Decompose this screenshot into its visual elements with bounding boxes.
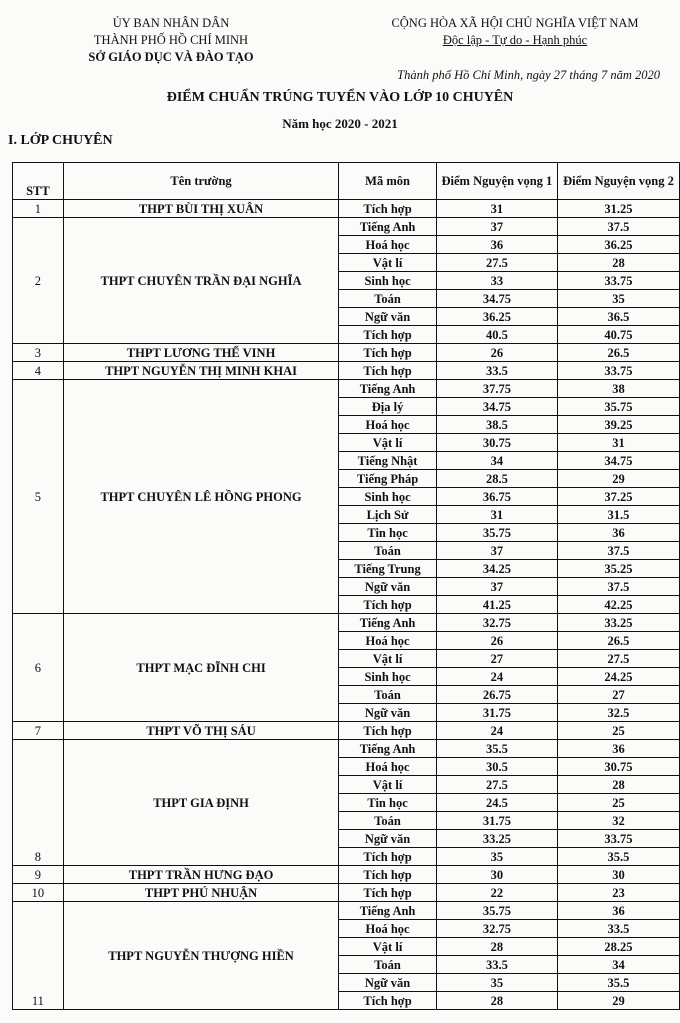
stt-cell: 9 [13,866,64,884]
nv1-score-cell: 26 [436,632,557,650]
nv2-score-cell: 27.5 [557,650,679,668]
nv1-score-cell: 31 [436,200,557,218]
nv1-score-cell: 27.5 [436,776,557,794]
stt-cell: 1 [13,200,64,218]
nv2-score-cell: 36.5 [557,308,679,326]
subject-cell: Toán [339,542,437,560]
nv2-score-cell: 37.25 [557,488,679,506]
nv1-score-cell: 28 [436,938,557,956]
subject-cell: Tiếng Anh [339,218,437,236]
subject-cell: Hoá học [339,920,437,938]
stt-cell: 7 [13,722,64,740]
table-row [13,218,680,236]
nv2-score-cell: 37.5 [557,542,679,560]
nv2-score-cell: 28.25 [557,938,679,956]
school-name-cell: THPT MẠC ĐĨNH CHI [63,614,338,722]
nv1-score-cell: 35.75 [436,902,557,920]
table-row [13,866,680,884]
stt-cell: 5 [13,380,64,614]
subject-cell: Hoá học [339,236,437,254]
nv2-score-cell: 33.75 [557,272,679,290]
nv1-score-cell: 31.75 [436,704,557,722]
subject-cell: Ngữ văn [339,830,437,848]
table-row [13,380,680,398]
nv2-score-cell: 35 [557,290,679,308]
subject-cell: Tích hợp [339,200,437,218]
nv2-score-cell: 36 [557,902,679,920]
nv1-score-cell: 37.75 [436,380,557,398]
nv1-score-cell: 41.25 [436,596,557,614]
nv1-score-cell: 35 [436,974,557,992]
nv1-score-cell: 40.5 [436,326,557,344]
issuer-block [62,15,280,66]
subject-cell: Tích hợp [339,596,437,614]
nv1-score-cell: 27 [436,650,557,668]
subject-cell: Lịch Sử [339,506,437,524]
school-name-cell: THPT TRẦN HƯNG ĐẠO [63,866,338,884]
subject-cell: Toán [339,686,437,704]
nv2-score-cell: 34.75 [557,452,679,470]
nv1-score-cell: 33.5 [436,362,557,380]
nv1-score-cell: 37 [436,218,557,236]
subject-cell: Hoá học [339,758,437,776]
subject-cell: Ngữ văn [339,974,437,992]
stt-cell: 11 [13,902,64,1010]
nv1-score-cell: 33.5 [436,956,557,974]
issuer-line-2: THÀNH PHỐ HỒ CHÍ MINH [93,33,249,47]
nv2-score-cell: 33.25 [557,614,679,632]
subject-cell: Toán [339,290,437,308]
nv1-score-cell: 37 [436,578,557,596]
national-name: CỘNG HÒA XÃ HỘI CHỦ NGHĨA VIỆT NAM [391,16,639,30]
nv2-score-cell: 36 [557,740,679,758]
nv2-score-cell: 35.5 [557,848,679,866]
school-name-cell: THPT BÙI THỊ XUÂN [63,200,338,218]
school-name-cell: THPT VÕ THỊ SÁU [63,722,338,740]
nv1-score-cell: 30.5 [436,758,557,776]
table-row [13,362,680,380]
subject-cell: Ngữ văn [339,578,437,596]
subject-cell: Tiếng Anh [339,902,437,920]
nv2-score-cell: 39.25 [557,416,679,434]
table-header-row [13,163,680,200]
nv2-score-cell: 30.75 [557,758,679,776]
nv2-score-cell: 29 [557,992,679,1010]
nv1-score-cell: 27.5 [436,254,557,272]
nv2-score-cell: 37.5 [557,578,679,596]
stt-cell: 8 [13,740,64,866]
nv2-score-cell: 25 [557,794,679,812]
nv1-score-cell: 34.75 [436,290,557,308]
header-school: Tên trường [63,163,338,200]
subject-cell: Toán [339,812,437,830]
subject-cell: Tích hợp [339,884,437,902]
nv2-score-cell: 31.25 [557,200,679,218]
header-nv2: Điểm Nguyện vọng 2 [557,163,679,200]
nv1-score-cell: 24.5 [436,794,557,812]
school-name-cell: THPT NGUYỄN THƯỢNG HIỀN [63,902,338,1010]
subject-cell: Ngữ văn [339,704,437,722]
nv2-score-cell: 40.75 [557,326,679,344]
nv1-score-cell: 31 [436,506,557,524]
subject-cell: Tiếng Trung [339,560,437,578]
subject-cell: Tiếng Anh [339,380,437,398]
nv1-score-cell: 35 [436,848,557,866]
nv1-score-cell: 32.75 [436,614,557,632]
section-heading: I. LỚP CHUYÊN [8,133,113,148]
nv2-score-cell: 28 [557,776,679,794]
subject-cell: Tích hợp [339,362,437,380]
table-row [13,344,680,362]
subject-cell: Tin học [339,524,437,542]
subject-cell: Tích hợp [339,866,437,884]
nv2-score-cell: 42.25 [557,596,679,614]
nv2-score-cell: 23 [557,884,679,902]
score-table [12,162,680,1010]
nv2-score-cell: 25 [557,722,679,740]
subject-cell: Tiếng Anh [339,740,437,758]
stt-cell: 4 [13,362,64,380]
header-subject: Mã môn [339,163,437,200]
subject-cell: Hoá học [339,632,437,650]
nv1-score-cell: 34.75 [436,398,557,416]
subject-cell: Sinh học [339,488,437,506]
document-subtitle: Năm học 2020 - 2021 [282,116,398,131]
school-name-cell: THPT NGUYỄN THỊ MINH KHAI [63,362,338,380]
nv2-score-cell: 30 [557,866,679,884]
subject-cell: Tiếng Nhật [339,452,437,470]
nv1-score-cell: 37 [436,542,557,560]
subject-cell: Tích hợp [339,848,437,866]
nv1-score-cell: 28.5 [436,470,557,488]
subject-cell: Tích hợp [339,992,437,1010]
subject-cell: Tiếng Pháp [339,470,437,488]
nv1-score-cell: 26 [436,344,557,362]
subject-cell: Vật lí [339,650,437,668]
subject-cell: Vật lí [339,938,437,956]
national-motto: Độc lập - Tự do - Hạnh phúc [442,33,588,47]
nv2-score-cell: 24.25 [557,668,679,686]
nv2-score-cell: 38 [557,380,679,398]
table-row [13,200,680,218]
nv1-score-cell: 24 [436,668,557,686]
nv2-score-cell: 31.5 [557,506,679,524]
nv1-score-cell: 36.25 [436,308,557,326]
school-name-cell: THPT CHUYÊN TRẦN ĐẠI NGHĨA [63,218,338,344]
nv1-score-cell: 33 [436,272,557,290]
nv2-score-cell: 36.25 [557,236,679,254]
nv2-score-cell: 34 [557,956,679,974]
subject-cell: Ngữ văn [339,308,437,326]
subject-cell: Hoá học [339,416,437,434]
nv2-score-cell: 37.5 [557,218,679,236]
nv1-score-cell: 34 [436,452,557,470]
subject-cell: Tin học [339,794,437,812]
subject-cell: Tích hợp [339,722,437,740]
nv1-score-cell: 36.75 [436,488,557,506]
nv1-score-cell: 22 [436,884,557,902]
nv1-score-cell: 35.5 [436,740,557,758]
school-name-cell: THPT CHUYÊN LÊ HỒNG PHONG [63,380,338,614]
nv2-score-cell: 31 [557,434,679,452]
stt-cell: 2 [13,218,64,344]
subject-cell: Vật lí [339,434,437,452]
place-date: Thành phố Hồ Chí Minh, ngày 27 tháng 7 năm 2020 [397,68,660,82]
nv1-score-cell: 30.75 [436,434,557,452]
nv1-score-cell: 31.75 [436,812,557,830]
stt-cell: 6 [13,614,64,722]
subject-cell: Tích hợp [339,326,437,344]
nv2-score-cell: 26.5 [557,632,679,650]
table-row [13,902,680,920]
nv2-score-cell: 33.75 [557,830,679,848]
subject-cell: Tiếng Anh [339,614,437,632]
nv2-score-cell: 27 [557,686,679,704]
national-header [365,15,665,49]
nv2-score-cell: 32.5 [557,704,679,722]
document-title: ĐIỂM CHUẨN TRÚNG TUYỂN VÀO LỚP 10 CHUYÊN [166,90,514,105]
nv1-score-cell: 34.25 [436,560,557,578]
subject-cell: Địa lý [339,398,437,416]
school-name-cell: THPT GIA ĐỊNH [63,740,338,866]
nv1-score-cell: 33.25 [436,830,557,848]
school-name-cell: THPT LƯƠNG THẾ VINH [63,344,338,362]
nv2-score-cell: 36 [557,524,679,542]
table-body [13,200,680,1010]
table-row [13,740,680,758]
subject-cell: Sinh học [339,668,437,686]
issuer-line-1: ỦY BAN NHÂN DÂN [112,16,230,30]
stt-cell: 3 [13,344,64,362]
stt-cell: 10 [13,884,64,902]
nv1-score-cell: 28 [436,992,557,1010]
school-name-cell: THPT PHÚ NHUẬN [63,884,338,902]
nv2-score-cell: 28 [557,254,679,272]
subject-cell: Vật lí [339,776,437,794]
nv2-score-cell: 29 [557,470,679,488]
nv2-score-cell: 35.75 [557,398,679,416]
nv2-score-cell: 35.25 [557,560,679,578]
nv1-score-cell: 32.75 [436,920,557,938]
nv1-score-cell: 30 [436,866,557,884]
nv1-score-cell: 26.75 [436,686,557,704]
nv2-score-cell: 32 [557,812,679,830]
table-row [13,614,680,632]
issuer-department: SỞ GIÁO DỤC VÀ ĐÀO TẠO [88,50,254,64]
header-nv1: Điểm Nguyện vọng 1 [436,163,557,200]
subject-cell: Sinh học [339,272,437,290]
nv2-score-cell: 33.75 [557,362,679,380]
nv1-score-cell: 36 [436,236,557,254]
nv1-score-cell: 24 [436,722,557,740]
nv1-score-cell: 35.75 [436,524,557,542]
table-row [13,884,680,902]
nv2-score-cell: 33.5 [557,920,679,938]
table-row [13,722,680,740]
nv2-score-cell: 35.5 [557,974,679,992]
nv1-score-cell: 38.5 [436,416,557,434]
nv2-score-cell: 26.5 [557,344,679,362]
header-stt: STT [13,163,64,200]
subject-cell: Tích hợp [339,344,437,362]
subject-cell: Toán [339,956,437,974]
subject-cell: Vật lí [339,254,437,272]
